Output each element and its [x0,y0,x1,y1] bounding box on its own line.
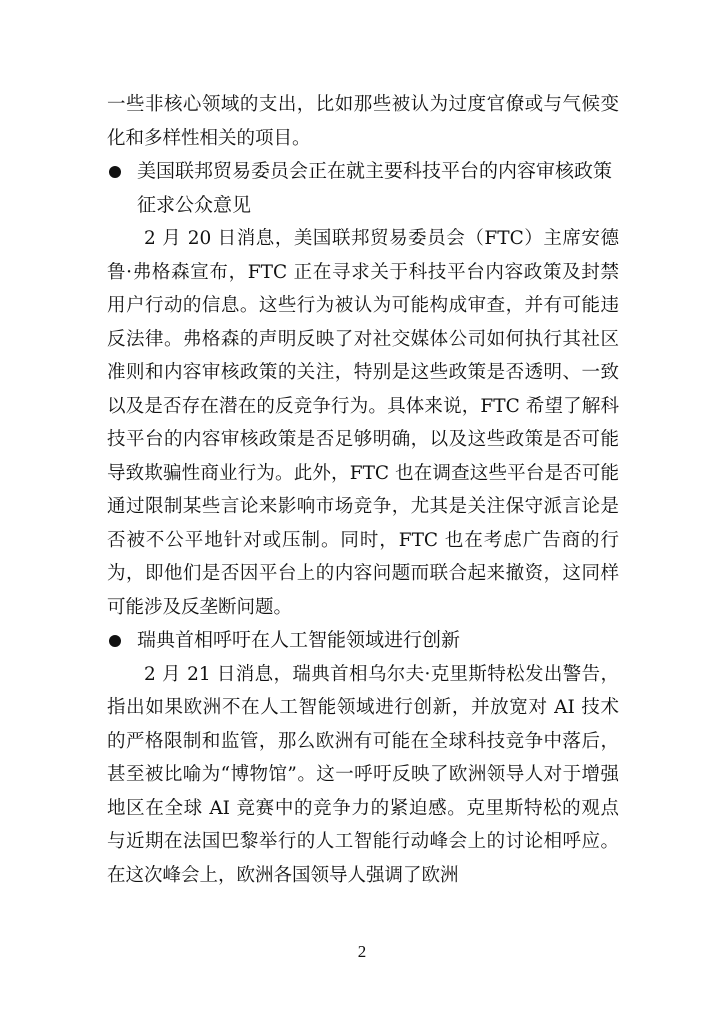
heading-text: 美国联邦贸易委员会正在就主要科技平台的内容审核政策征求公众意见 [137,160,613,216]
paragraph-continuation: 一些非核心领域的支出，比如那些被认为过度官僚或与气候变化和多样性相关的项目。 [107,94,619,149]
paragraph-ftc: 2 月 20 日消息，美国联邦贸易委员会（FTC）主席安德鲁·弗格森宣布，FTC 正在寻求关于科技平台内容政策及封禁用户行动的信息。这些行为被认为可能构成审查，并有可能违反法律。弗格森的声明反映了对社交媒体公司如何执行其社区准则和内容审核政策的关注，特别是这些政策是否透明、一致以及是否存在潜在的反竞争行为。具体来说，FTC 希望了解科技平台的内容审核政策是否足够明确，以及这些政策是否可能导致欺骗性商业行为。此外，FTC 也在调查这些平台是否可能通过限制某些言论来影响市场竞争，尤其是关注保守派言论是否被不公平地针对或压制。同时，FTC 也在考虑广告商的行为，即他们是否因平台上的内容问题而联合起来撤资，这同样可能涉及反垄断问题。 [107,228,619,618]
bullet-icon [109,635,121,647]
page-number: 2 [357,942,367,961]
bullet-icon [109,166,121,178]
paragraph-sweden: 2 月 21 日消息，瑞典首相乌尔夫·克里斯特松发出警告，指出如果欧洲不在人工智能领域进行创新，并放宽对 AI 技术的严格限制和监管，那么欧洲有可能在全球科技竞争中落后，甚至被比喻为“博物馆”。这一呼吁反映了欧洲领导人对于增强地区在全球 AI 竞赛中的竞争力的紧迫感。克里斯特松的观点与近期在法国巴黎举行的人工智能行动峰会上的讨论相呼应。在这次峰会上，欧洲各国领导人强调了欧洲 [107,663,619,886]
section-heading-ftc [107,155,619,222]
document-body [107,88,619,892]
heading-text: 瑞典首相呼吁在人工智能领域进行创新 [137,629,461,651]
section-heading-sweden [107,624,619,658]
